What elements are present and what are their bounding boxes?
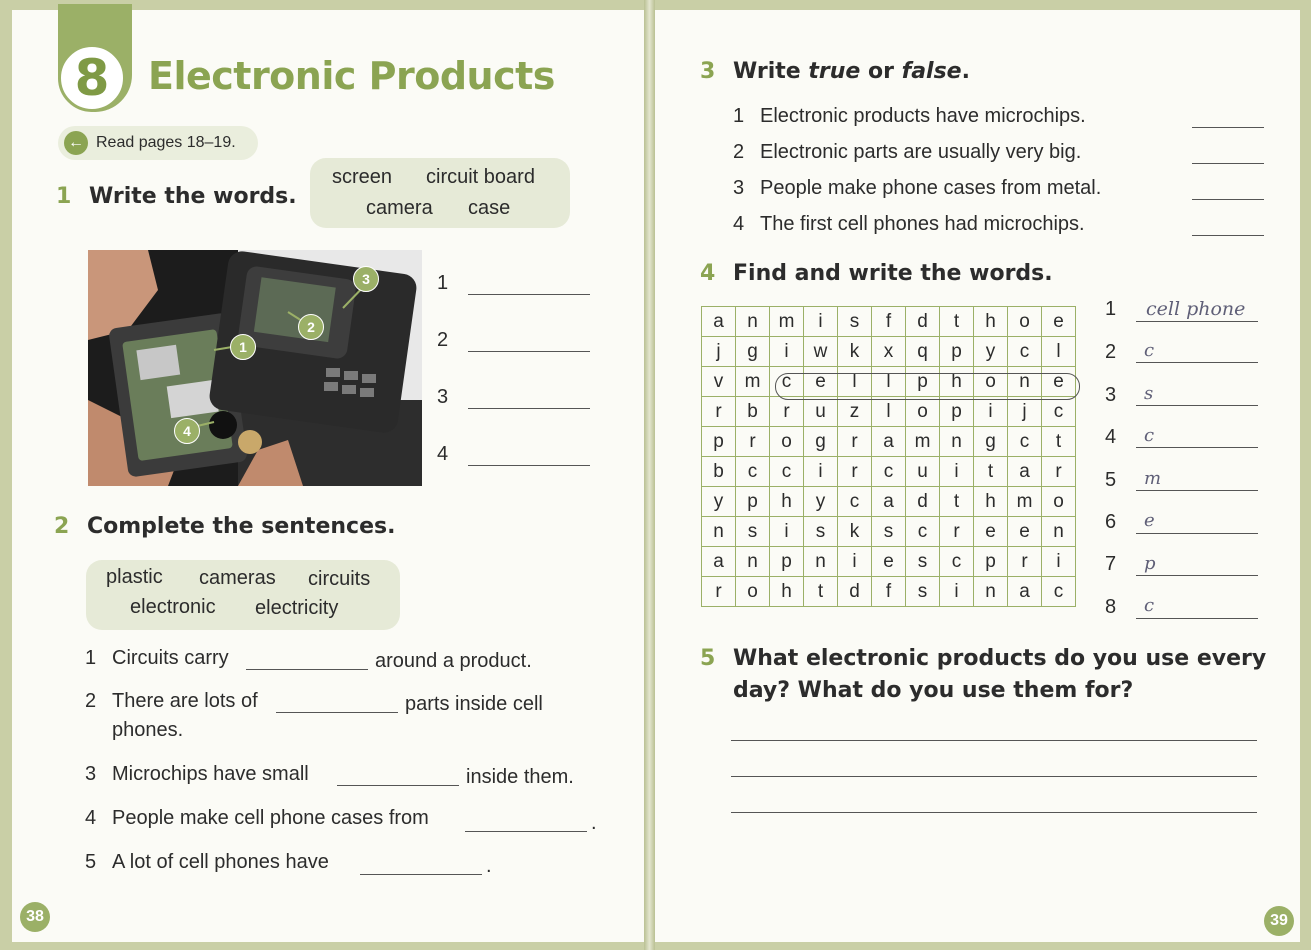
ex2-sentence-end: around a product.: [375, 650, 532, 672]
grid-letter[interactable]: n: [1008, 367, 1042, 397]
grid-letter[interactable]: b: [702, 457, 736, 487]
unit-title: Electronic Products: [148, 54, 555, 98]
grid-letter[interactable]: m: [770, 307, 804, 337]
grid-letter[interactable]: a: [872, 487, 906, 517]
ex4-answer-line[interactable]: [1136, 405, 1258, 406]
grid-letter[interactable]: r: [702, 577, 736, 607]
ex1-item-number: 2: [437, 329, 449, 351]
grid-letter[interactable]: i: [770, 337, 804, 367]
ex2-answer-line[interactable]: [360, 874, 482, 875]
grid-letter[interactable]: s: [906, 577, 940, 607]
grid-letter[interactable]: a: [702, 547, 736, 577]
ex2-answer-line[interactable]: [465, 831, 587, 832]
grid-letter[interactable]: l: [838, 367, 872, 397]
grid-letter[interactable]: n: [804, 547, 838, 577]
grid-letter[interactable]: w: [804, 337, 838, 367]
ex5-answer-line[interactable]: [731, 740, 1257, 741]
grid-letter[interactable]: c: [736, 457, 770, 487]
ex3-item-number: 1: [733, 105, 745, 127]
grid-letter[interactable]: t: [940, 307, 974, 337]
grid-letter[interactable]: c: [1008, 337, 1042, 367]
grid-row: [702, 547, 1076, 577]
page-number-left: 38: [20, 902, 50, 932]
grid-letter[interactable]: a: [872, 427, 906, 457]
ex4-answer-number: 4: [1105, 426, 1117, 448]
grid-letter[interactable]: h: [770, 577, 804, 607]
ex4-answer-line[interactable]: [1136, 490, 1258, 491]
grid-letter[interactable]: i: [804, 307, 838, 337]
grid-letter[interactable]: o: [770, 427, 804, 457]
handwritten-answer: e: [1144, 510, 1155, 531]
ex3-statement: Electronic products have microchips.: [760, 105, 1086, 127]
word-box-word: electricity: [255, 597, 339, 619]
grid-letter[interactable]: e: [1008, 517, 1042, 547]
grid-letter[interactable]: g: [804, 427, 838, 457]
grid-letter[interactable]: k: [838, 517, 872, 547]
ex4-answer-line[interactable]: [1136, 362, 1258, 363]
ex5-question-line1: What electronic products do you use every: [733, 646, 1267, 671]
grid-letter[interactable]: z: [838, 397, 872, 427]
grid-letter[interactable]: k: [838, 337, 872, 367]
ex2-item-number: 5: [85, 851, 97, 873]
grid-letter[interactable]: n: [736, 547, 770, 577]
grid-letter[interactable]: d: [838, 577, 872, 607]
handwritten-answer: cell phone: [1146, 298, 1246, 320]
grid-letter[interactable]: e: [872, 547, 906, 577]
grid-row: [702, 397, 1076, 427]
grid-letter[interactable]: r: [1042, 457, 1076, 487]
ex5-answer-line[interactable]: [731, 812, 1257, 813]
page-number-right: 39: [1264, 906, 1294, 936]
grid-letter[interactable]: d: [906, 487, 940, 517]
handwritten-answer: p: [1144, 553, 1156, 574]
grid-letter[interactable]: g: [974, 427, 1008, 457]
grid-letter[interactable]: h: [974, 307, 1008, 337]
word-box-word: camera: [366, 197, 433, 219]
grid-letter[interactable]: c: [1042, 577, 1076, 607]
grid-letter[interactable]: i: [838, 547, 872, 577]
grid-letter[interactable]: a: [702, 307, 736, 337]
ex4-answer-line[interactable]: [1136, 321, 1258, 322]
grid-letter[interactable]: n: [702, 517, 736, 547]
grid-letter[interactable]: l: [872, 397, 906, 427]
ex4-answer-number: 6: [1105, 511, 1117, 533]
grid-letter[interactable]: h: [974, 487, 1008, 517]
ex2-answer-line[interactable]: [337, 785, 459, 786]
grid-letter[interactable]: q: [906, 337, 940, 367]
handwritten-answer: s: [1144, 383, 1154, 404]
ex3-item-number: 2: [733, 141, 745, 163]
grid-letter[interactable]: s: [906, 547, 940, 577]
grid-letter[interactable]: c: [1008, 427, 1042, 457]
handwritten-answer: c: [1144, 340, 1155, 361]
ex4-answer-number: 8: [1105, 596, 1117, 618]
grid-row: [702, 307, 1076, 337]
ex4-answer-number: 5: [1105, 469, 1117, 491]
ex1-answer-line[interactable]: [468, 294, 590, 295]
grid-letter[interactable]: c: [872, 457, 906, 487]
grid-letter[interactable]: p: [940, 397, 974, 427]
grid-letter[interactable]: j: [702, 337, 736, 367]
ex3-statement: Electronic parts are usually very big.: [760, 141, 1082, 163]
handwritten-answer: m: [1144, 468, 1162, 489]
ex2-item-number: 3: [85, 763, 97, 785]
grid-letter[interactable]: p: [940, 337, 974, 367]
ex1-answer-line[interactable]: [468, 408, 590, 409]
grid-letter[interactable]: c: [770, 367, 804, 397]
grid-letter[interactable]: c: [838, 487, 872, 517]
grid-letter[interactable]: g: [736, 337, 770, 367]
grid-letter[interactable]: r: [736, 427, 770, 457]
grid-letter[interactable]: y: [702, 487, 736, 517]
ex2-word-box: [86, 560, 400, 630]
grid-letter[interactable]: u: [906, 457, 940, 487]
grid-letter[interactable]: e: [1042, 307, 1076, 337]
ex3-item-number: 3: [733, 177, 745, 199]
ex5-question-line2: day? What do you use them for?: [733, 678, 1134, 703]
grid-letter[interactable]: j: [1008, 397, 1042, 427]
grid-row: [702, 457, 1076, 487]
word-box-word: cameras: [199, 567, 276, 589]
ex2-number: 2: [54, 514, 70, 539]
ex2-sentence-end: parts inside cell: [405, 693, 543, 715]
ex3-answer-line[interactable]: [1192, 199, 1264, 200]
grid-letter[interactable]: h: [940, 367, 974, 397]
grid-letter[interactable]: p: [906, 367, 940, 397]
grid-letter[interactable]: c: [1042, 397, 1076, 427]
grid-row: [702, 427, 1076, 457]
grid-letter[interactable]: s: [838, 307, 872, 337]
ex1-item-number: 4: [437, 443, 449, 465]
ex3-instruction-false: false: [901, 59, 962, 84]
word-box-word: circuit board: [426, 166, 535, 188]
grid-letter[interactable]: o: [906, 397, 940, 427]
grid-letter[interactable]: c: [940, 547, 974, 577]
ex4-answer-number: 2: [1105, 341, 1117, 363]
grid-letter[interactable]: u: [804, 397, 838, 427]
ex2-answer-line[interactable]: [276, 712, 398, 713]
ex3-answer-line[interactable]: [1192, 163, 1264, 164]
grid-letter[interactable]: r: [940, 517, 974, 547]
handwritten-answer: c: [1144, 425, 1155, 446]
word-box-word: screen: [332, 166, 393, 188]
grid-letter[interactable]: c: [906, 517, 940, 547]
grid-row: [702, 337, 1076, 367]
photo-callout: 4: [174, 418, 200, 444]
ex4-answer-number: 7: [1105, 553, 1117, 575]
ex2-item-number: 4: [85, 807, 97, 829]
grid-letter[interactable]: e: [1042, 367, 1076, 397]
handwritten-answer: c: [1144, 595, 1155, 616]
grid-letter[interactable]: c: [770, 457, 804, 487]
grid-letter[interactable]: f: [872, 307, 906, 337]
ex2-sentence-start: A lot of cell phones have: [112, 851, 329, 873]
grid-letter[interactable]: n: [940, 427, 974, 457]
read-pages-text: Read pages 18–19.: [96, 134, 236, 151]
grid-letter[interactable]: a: [1008, 457, 1042, 487]
grid-letter[interactable]: h: [770, 487, 804, 517]
grid-letter[interactable]: x: [872, 337, 906, 367]
ex3-answer-line[interactable]: [1192, 235, 1264, 236]
ex3-instruction-end: .: [961, 59, 970, 84]
ex2-sentence-end: .: [591, 812, 597, 834]
grid-letter[interactable]: i: [974, 397, 1008, 427]
photo-callout: 3: [353, 266, 379, 292]
ex3-statement: People make phone cases from metal.: [760, 177, 1102, 199]
ex3-number: 3: [700, 59, 716, 84]
ex1-item-number: 3: [437, 386, 449, 408]
grid-letter[interactable]: s: [736, 517, 770, 547]
ex2-sentence-start: There are lots of: [112, 690, 258, 712]
grid-letter[interactable]: r: [838, 427, 872, 457]
grid-letter[interactable]: e: [804, 367, 838, 397]
grid-letter[interactable]: s: [804, 517, 838, 547]
grid-letter[interactable]: o: [1008, 307, 1042, 337]
grid-letter[interactable]: t: [1042, 427, 1076, 457]
ex4-answer-line[interactable]: [1136, 447, 1258, 448]
ex4-answer-line[interactable]: [1136, 618, 1258, 619]
grid-row: [702, 487, 1076, 517]
grid-letter[interactable]: y: [804, 487, 838, 517]
ex4-answer-line[interactable]: [1136, 575, 1258, 576]
word-search-grid: [701, 306, 1076, 607]
grid-letter[interactable]: s: [872, 517, 906, 547]
grid-row: [702, 517, 1076, 547]
ex5-answer-line[interactable]: [731, 776, 1257, 777]
ex3-instruction-pre: Write: [733, 59, 809, 84]
grid-letter[interactable]: l: [1042, 337, 1076, 367]
grid-letter[interactable]: i: [940, 577, 974, 607]
grid-letter[interactable]: t: [974, 457, 1008, 487]
read-pages-pill: [58, 126, 258, 160]
ex1-answer-line[interactable]: [468, 351, 590, 352]
ex2-item-number: 2: [85, 690, 97, 712]
grid-letter[interactable]: r: [702, 397, 736, 427]
cell-phone-photo: [88, 250, 422, 486]
grid-letter[interactable]: m: [736, 367, 770, 397]
ex2-sentence-continued: phones.: [112, 719, 184, 741]
unit-number: 8: [58, 44, 126, 112]
ex4-answer-line[interactable]: [1136, 533, 1258, 534]
ex1-number: 1: [56, 184, 72, 209]
grid-letter[interactable]: o: [974, 367, 1008, 397]
grid-letter[interactable]: l: [872, 367, 906, 397]
ex2-sentence-end: inside them.: [466, 766, 574, 788]
ex2-sentence-start: Circuits carry: [112, 647, 229, 669]
grid-letter[interactable]: f: [872, 577, 906, 607]
grid-letter[interactable]: m: [906, 427, 940, 457]
ex1-instruction: Write the words.: [89, 184, 297, 209]
grid-letter[interactable]: e: [974, 517, 1008, 547]
ex1-word-box: [310, 158, 570, 228]
grid-letter[interactable]: n: [736, 307, 770, 337]
ex1-answer-line[interactable]: [468, 465, 590, 466]
book-spine: [644, 0, 655, 950]
grid-letter[interactable]: p: [736, 487, 770, 517]
grid-letter[interactable]: r: [1008, 547, 1042, 577]
ex4-answer-number: 1: [1105, 298, 1117, 320]
word-box-word: circuits: [308, 568, 371, 590]
ex4-instruction: Find and write the words.: [733, 261, 1053, 286]
ex3-item-number: 4: [733, 213, 745, 235]
grid-letter[interactable]: r: [838, 457, 872, 487]
photo-callout: 1: [230, 334, 256, 360]
grid-letter[interactable]: v: [702, 367, 736, 397]
grid-letter[interactable]: d: [906, 307, 940, 337]
ex3-instruction-true: true: [808, 59, 861, 84]
ex3-answer-line[interactable]: [1192, 127, 1264, 128]
ex4-number: 4: [700, 261, 716, 286]
grid-letter[interactable]: y: [974, 337, 1008, 367]
word-box-word: plastic: [106, 566, 163, 588]
ex2-sentence-start: People make cell phone cases from: [112, 807, 429, 829]
grid-letter[interactable]: i: [770, 517, 804, 547]
grid-letter[interactable]: r: [770, 397, 804, 427]
ex2-answer-line[interactable]: [246, 669, 368, 670]
grid-letter[interactable]: i: [1042, 547, 1076, 577]
word-box-word: electronic: [130, 596, 216, 618]
ex3-instruction: [733, 59, 970, 84]
grid-letter[interactable]: n: [1042, 517, 1076, 547]
ex1-item-number: 1: [437, 272, 449, 294]
grid-letter[interactable]: p: [770, 547, 804, 577]
grid-letter[interactable]: o: [736, 577, 770, 607]
grid-letter[interactable]: i: [804, 457, 838, 487]
grid-letter[interactable]: t: [804, 577, 838, 607]
grid-letter[interactable]: p: [702, 427, 736, 457]
ex3-statement: The first cell phones had microchips.: [760, 213, 1085, 235]
found-word-circle: [775, 373, 1080, 400]
grid-letter[interactable]: b: [736, 397, 770, 427]
ex3-instruction-mid: or: [860, 59, 902, 84]
ex2-sentence-start: Microchips have small: [112, 763, 309, 785]
grid-letter[interactable]: a: [1008, 577, 1042, 607]
grid-letter[interactable]: p: [974, 547, 1008, 577]
photo-callout: 2: [298, 314, 324, 340]
word-box-word: case: [468, 197, 511, 219]
grid-letter[interactable]: t: [940, 487, 974, 517]
arrow-left-icon: ←: [64, 131, 88, 155]
ex4-answer-number: 3: [1105, 384, 1117, 406]
grid-letter[interactable]: n: [974, 577, 1008, 607]
grid-letter[interactable]: i: [940, 457, 974, 487]
ex2-instruction: Complete the sentences.: [87, 514, 396, 539]
ex5-number: 5: [700, 646, 716, 671]
ex2-sentence-end: .: [486, 855, 492, 877]
ex2-item-number: 1: [85, 647, 97, 669]
grid-row: [702, 577, 1076, 607]
grid-letter[interactable]: o: [1042, 487, 1076, 517]
grid-letter[interactable]: m: [1008, 487, 1042, 517]
